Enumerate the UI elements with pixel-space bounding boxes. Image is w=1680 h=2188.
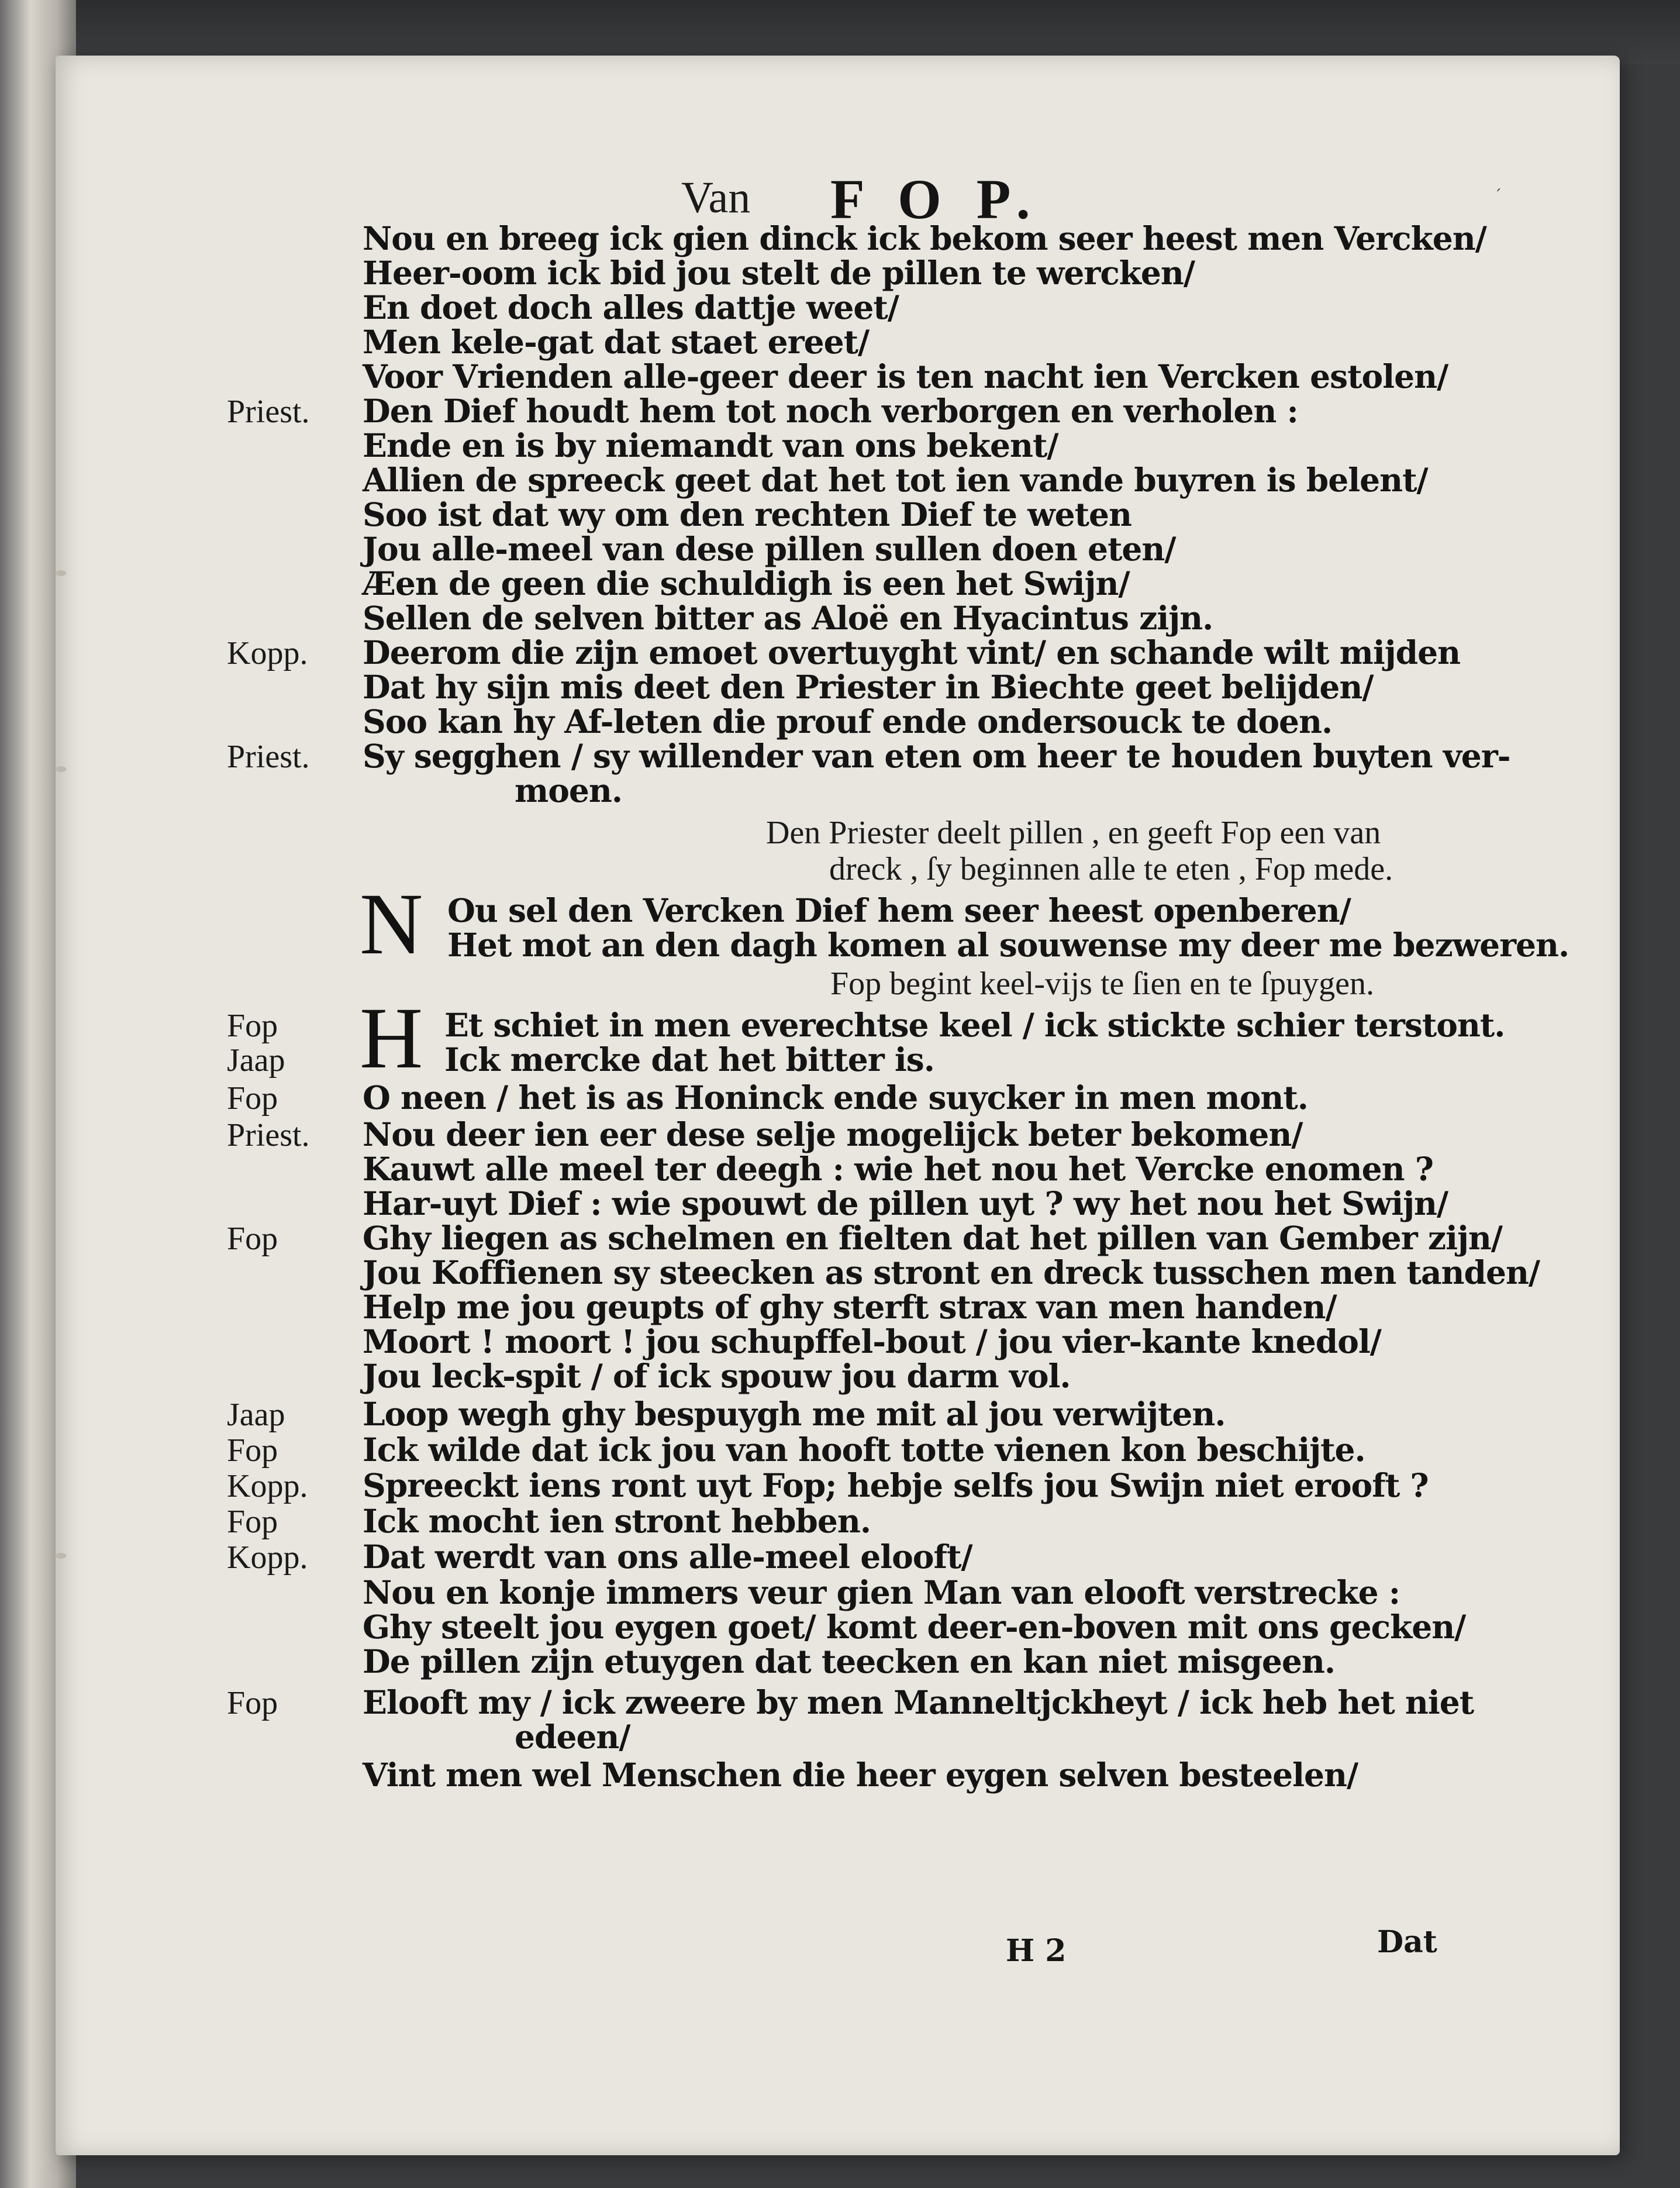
speaker-tag: Priest. (227, 1117, 310, 1153)
binding-hole (56, 766, 66, 772)
verse-line: Soo kan hy Af-leten die prouf ende ondersouck te doen. (363, 702, 1333, 740)
verse-line: moen. (515, 771, 623, 809)
verse-line: Dat hy sijn mis deet den Priester in Biechte geet belijden/ (363, 668, 1374, 706)
verse-line: Nou en konje immers veur gien Man van elooft verstrecke : (363, 1573, 1400, 1611)
binding-hole (56, 570, 66, 576)
speaker-tag: Fop (227, 1504, 278, 1540)
stage-direction: dreck , ſy beginnen alle te eten , Fop mede. (829, 851, 1393, 887)
verse-line: Et schiet in men everechtse keel / ick stickte schier terstont. (444, 1006, 1505, 1044)
speaker-tag: Kopp. (227, 1539, 308, 1576)
speaker-tag: Jaap (227, 1397, 285, 1433)
speaker-tag: Kopp. (227, 1468, 308, 1504)
binding-hole (56, 1553, 66, 1559)
verse-line: Spreeckt iens ront uyt Fop; hebje selfs jou Swijn niet erooft ? (363, 1466, 1429, 1504)
verse-line: Vint men wel Menschen die heer eygen selven besteelen/ (363, 1756, 1358, 1794)
speaker-tag: Priest. (227, 394, 310, 430)
verse-line: Voor Vrienden alle-geer deer is ten nacht ien Vercken estolen/ (363, 357, 1448, 395)
signature-mark: H 2 (1006, 1933, 1067, 1969)
verse-line: Jou leck-spit / of ick spouw jou darm vol. (363, 1357, 1071, 1395)
verse-line: Help me jou geupts of ghy sterft strax van men handen/ (363, 1288, 1337, 1326)
stage-direction: Den Priester deelt pillen , en geeft Fop een van (766, 815, 1381, 851)
verse-line: O neen / het is as Honinck ende suycker in men mont. (363, 1079, 1308, 1117)
speaker-tag: Priest. (227, 739, 310, 775)
verse-line: Het mot an den dagh komen al souwense my deer me bezweren. (447, 926, 1569, 964)
verse-line: Har-uyt Dief : wie spouwt de pillen uyt ? wy het nou het Swijn/ (363, 1184, 1448, 1222)
verse-line: Dat werdt van ons alle-meel elooft/ (363, 1538, 972, 1576)
speaker-tag: Fop (227, 1080, 278, 1117)
verse-line: Nou en breeg ick gien dinck ick bekom seer heest men Vercken/ (363, 219, 1486, 257)
speaker-tag: Fop (227, 1221, 278, 1257)
verse-line: Ick mercke dat het bitter is. (444, 1040, 934, 1079)
verse-line: Jou alle-meel van dese pillen sullen doen eten/ (363, 530, 1176, 568)
running-head-name: F O P. (830, 168, 1041, 230)
verse-line: Sy segghen / sy willender van eten om heer te houden buyten ver- (363, 737, 1510, 775)
speaker-tag: Kopp. (227, 635, 308, 671)
verse-line: Æen de geen die schuldigh is een het Swijn/ (363, 564, 1130, 602)
verse-line: Ende en is by niemandt van ons bekent/ (363, 426, 1058, 464)
verse-line: Ick wilde dat ick jou van hooft totte vienen kon beschijte. (363, 1431, 1365, 1469)
verse-line: Sellen de selven bitter as Aloë en Hyacintus zijn. (363, 599, 1213, 637)
speaker-tag: Fop (227, 1008, 278, 1044)
verse-line: De pillen zijn etuygen dat teecken en kan niet misgeen. (363, 1642, 1336, 1680)
speaker-tag: Fop (227, 1432, 278, 1469)
verse-line: Heer-oom ick bid jou stelt de pillen te wercken/ (363, 254, 1195, 292)
verse-line: Den Dief houdt hem tot noch verborgen en verholen : (363, 392, 1298, 430)
speaker-tag: Fop (227, 1685, 278, 1721)
verse-line: Ghy liegen as schelmen en fielten dat het pillen van Gember zijn/ (363, 1219, 1502, 1257)
background-top (0, 0, 1680, 64)
verse-line: Soo ist dat wy om den rechten Dief te weten (363, 495, 1132, 533)
catchword: Dat (1377, 1924, 1437, 1960)
verse-line: Loop wegh ghy bespuygh me mit al jou verwijten. (363, 1395, 1226, 1433)
drop-cap: H (360, 990, 423, 1087)
verse-line: Allien de spreeck geet dat het tot ien vande buyren is belent/ (363, 461, 1428, 499)
running-head-word: Van (681, 173, 751, 222)
corner-mark: ˊ (1494, 187, 1502, 205)
verse-line: Nou deer ien eer dese selje mogelijck beter bekomen/ (363, 1115, 1303, 1153)
verse-line: Ou sel den Vercken Dief hem seer heest openberen/ (447, 891, 1351, 929)
verse-line: Elooft my / ick zweere by men Manneltjckheyt / ick heb het niet (363, 1683, 1474, 1721)
stage-direction: Fop begint keel-vijs te ſien en te ſpuygen. (830, 966, 1375, 1002)
verse-line: Kauwt alle meel ter deegh : wie het nou het Vercke enomen ? (363, 1150, 1433, 1188)
verse-line: Men kele-gat dat staet ereet/ (363, 323, 870, 361)
drop-cap: N (360, 876, 423, 973)
verse-line: edeen/ (515, 1718, 630, 1756)
verse-line: Ick mocht ien stront hebben. (363, 1502, 871, 1540)
verse-line: En doet doch alles dattje weet/ (363, 288, 899, 326)
verse-line: Ghy steelt jou eygen goet/ komt deer-en-boven mit ons gecken/ (363, 1608, 1466, 1646)
verse-line: Deerom die zijn emoet overtuyght vint/ en schande wilt mijden (363, 633, 1461, 671)
verse-line: Jou Koffienen sy steecken as stront en dreck tusschen men tanden/ (363, 1253, 1540, 1291)
verse-line: Moort ! moort ! jou schupffel-bout / jou vier-kante knedol/ (363, 1322, 1381, 1360)
speaker-tag: Jaap (227, 1042, 285, 1079)
